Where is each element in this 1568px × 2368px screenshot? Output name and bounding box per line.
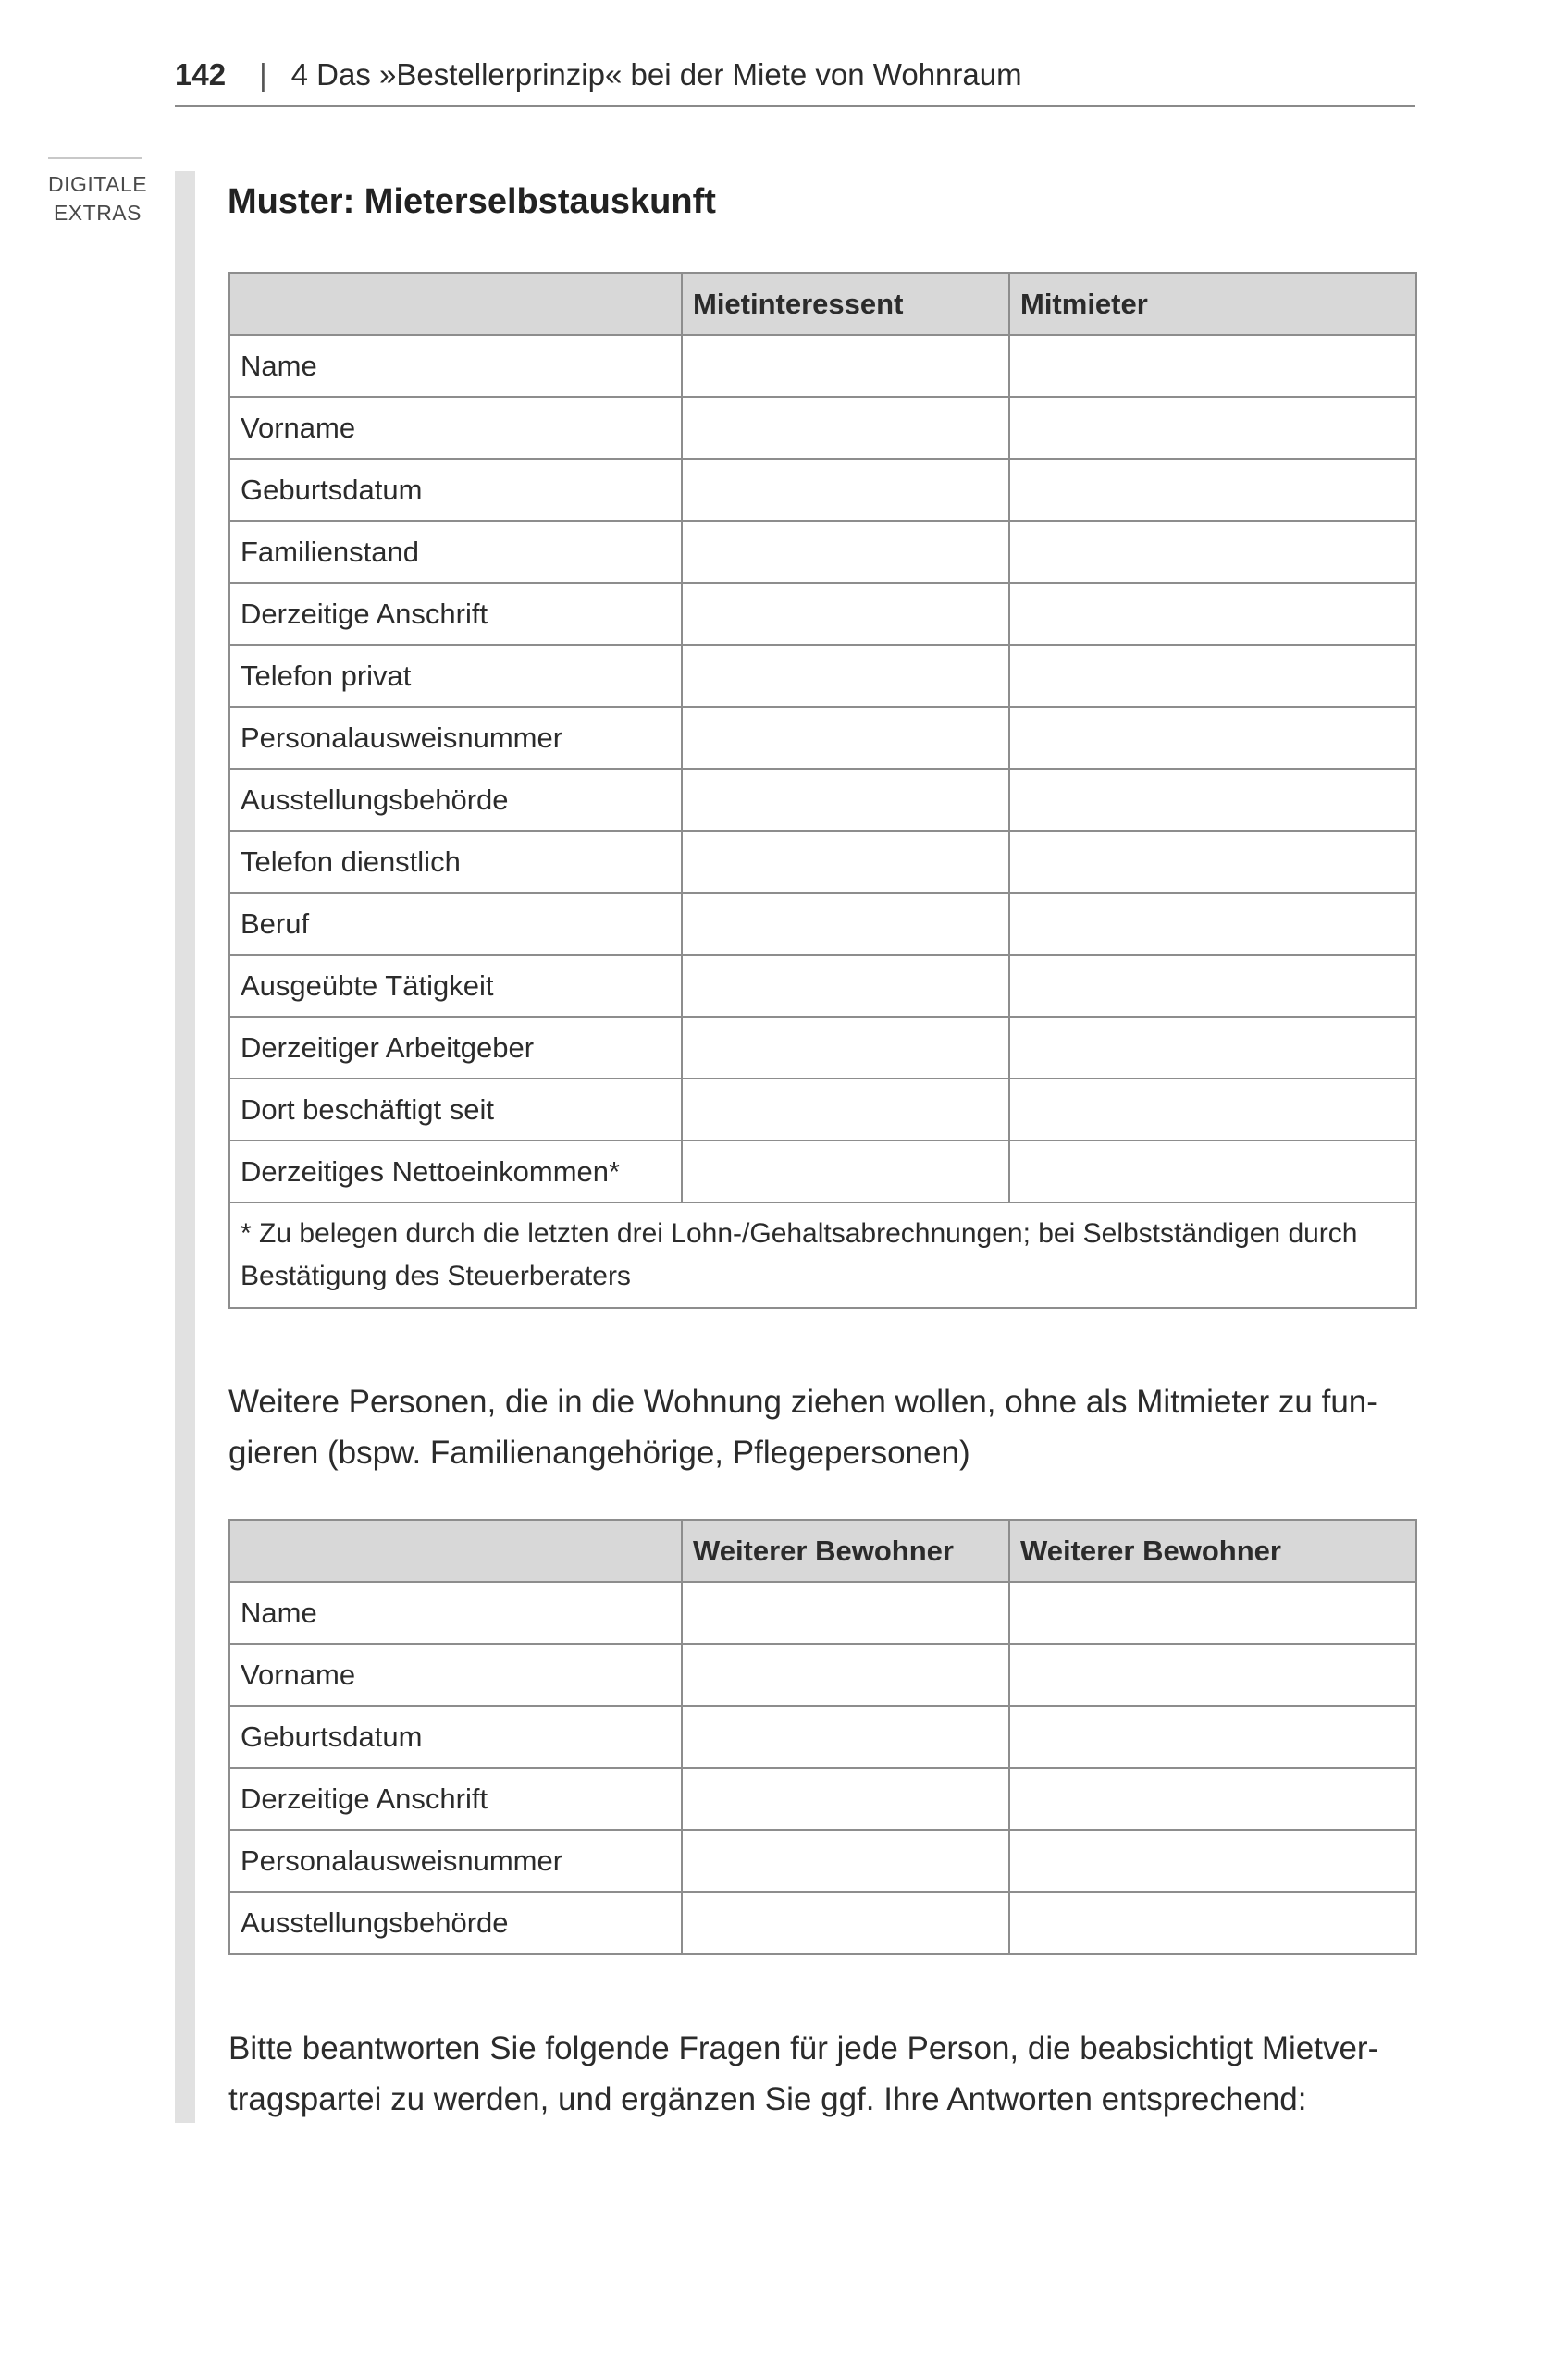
- table-header-cell: Weiterer Bewohner: [1009, 1520, 1416, 1582]
- table-row: [229, 645, 1416, 707]
- row-label: Vorname: [229, 1644, 682, 1706]
- input-cell[interactable]: [682, 1079, 1009, 1141]
- digital-extras-label: [48, 157, 148, 228]
- row-label: Personalausweisnummer: [229, 707, 682, 769]
- table-row: [229, 583, 1416, 645]
- page-title: Muster: Mieterselbstauskunft: [228, 182, 716, 221]
- row-label: Name: [229, 335, 682, 397]
- input-cell[interactable]: [682, 955, 1009, 1017]
- table-row: [229, 1644, 1416, 1706]
- input-cell[interactable]: [1009, 1079, 1416, 1141]
- digital-extras-line1: DIGITALE: [48, 172, 148, 196]
- table-row: [229, 1892, 1416, 1954]
- input-cell[interactable]: [682, 1017, 1009, 1079]
- input-cell[interactable]: [1009, 1830, 1416, 1892]
- input-cell[interactable]: [682, 1892, 1009, 1954]
- row-label: Geburtsdatum: [229, 459, 682, 521]
- table-row: [229, 521, 1416, 583]
- table-header-cell: [229, 1520, 682, 1582]
- chapter-title: 4 Das »Bestellerprinzip« bei der Miete von Wohnraum: [290, 57, 1022, 92]
- table-row: [229, 707, 1416, 769]
- row-label: Vorname: [229, 397, 682, 459]
- input-cell[interactable]: [682, 1706, 1009, 1768]
- table-row: [229, 1706, 1416, 1768]
- input-cell[interactable]: [1009, 1768, 1416, 1830]
- input-cell[interactable]: [1009, 1582, 1416, 1644]
- table-row: [229, 1079, 1416, 1141]
- input-cell[interactable]: [1009, 893, 1416, 955]
- page-header: [175, 54, 1415, 107]
- table-row: [229, 397, 1416, 459]
- input-cell[interactable]: [1009, 521, 1416, 583]
- table-row: [229, 1017, 1416, 1079]
- input-cell[interactable]: [682, 893, 1009, 955]
- input-cell[interactable]: [682, 335, 1009, 397]
- table-footnote: * Zu belegen durch die letzten drei Lohn-/Gehaltsabrechnungen; bei Selbstständigen durch Bestätigung des Steuerberaters: [229, 1202, 1416, 1308]
- additional-residents-table: [228, 1519, 1417, 1955]
- input-cell[interactable]: [1009, 1141, 1416, 1202]
- table-row: [229, 831, 1416, 893]
- table-row: [229, 335, 1416, 397]
- input-cell[interactable]: [1009, 1706, 1416, 1768]
- row-label: Name: [229, 1582, 682, 1644]
- input-cell[interactable]: [1009, 335, 1416, 397]
- input-cell[interactable]: [682, 397, 1009, 459]
- input-cell[interactable]: [1009, 1892, 1416, 1954]
- row-label: Derzeitiger Arbeitgeber: [229, 1017, 682, 1079]
- input-cell[interactable]: [1009, 397, 1416, 459]
- table-row: [229, 1582, 1416, 1644]
- table-row: [229, 459, 1416, 521]
- margin-bar: [175, 171, 195, 2123]
- input-cell[interactable]: [1009, 769, 1416, 831]
- row-label: Ausgeübte Tätigkeit: [229, 955, 682, 1017]
- table-row: [229, 1141, 1416, 1202]
- row-label: Geburtsdatum: [229, 1706, 682, 1768]
- row-label: Derzeitiges Nettoeinkommen*: [229, 1141, 682, 1202]
- table-header-cell: Mitmieter: [1009, 273, 1416, 335]
- input-cell[interactable]: [682, 707, 1009, 769]
- row-label: Ausstellungsbehörde: [229, 1892, 682, 1954]
- input-cell[interactable]: [1009, 1644, 1416, 1706]
- input-cell[interactable]: [682, 831, 1009, 893]
- input-cell[interactable]: [682, 1141, 1009, 1202]
- table-row: [229, 769, 1416, 831]
- additional-residents-text: Weitere Personen, die in die Wohnung ziehen wollen, ohne als Mitmieter zu fungieren (bspw. Familienangehörige, Pflegepersonen): [228, 1384, 1377, 1471]
- input-cell[interactable]: [682, 583, 1009, 645]
- input-cell[interactable]: [682, 1644, 1009, 1706]
- table-header-cell: Mietinteressent: [682, 273, 1009, 335]
- input-cell[interactable]: [1009, 831, 1416, 893]
- row-label: Telefon privat: [229, 645, 682, 707]
- tenant-info-table: [228, 272, 1417, 1309]
- page-number: 142: [175, 57, 227, 92]
- row-label: Dort beschäftigt seit: [229, 1079, 682, 1141]
- table-header-cell: Weiterer Bewohner: [682, 1520, 1009, 1582]
- table-row: [229, 893, 1416, 955]
- table-row: [229, 1830, 1416, 1892]
- table-row: [229, 955, 1416, 1017]
- input-cell[interactable]: [1009, 583, 1416, 645]
- input-cell[interactable]: [682, 459, 1009, 521]
- row-label: Telefon dienstlich: [229, 831, 682, 893]
- row-label: Derzeitige Anschrift: [229, 1768, 682, 1830]
- questions-intro-text: Bitte beantworten Sie folgende Fragen für jede Person, die beabsichtigt Mietvertragspartei zu werden, und ergänzen Sie ggf. Ihre Antworten entsprechend:: [228, 2030, 1379, 2117]
- input-cell[interactable]: [682, 645, 1009, 707]
- header-separator: |: [259, 57, 267, 92]
- row-label: Ausstellungsbehörde: [229, 769, 682, 831]
- input-cell[interactable]: [682, 1582, 1009, 1644]
- table-header-row: [229, 273, 1416, 335]
- input-cell[interactable]: [682, 521, 1009, 583]
- row-label: Beruf: [229, 893, 682, 955]
- digital-extras-line2: EXTRAS: [53, 201, 142, 225]
- table-row: [229, 1768, 1416, 1830]
- input-cell[interactable]: [682, 1830, 1009, 1892]
- input-cell[interactable]: [1009, 707, 1416, 769]
- row-label: Personalausweisnummer: [229, 1830, 682, 1892]
- input-cell[interactable]: [1009, 955, 1416, 1017]
- input-cell[interactable]: [682, 1768, 1009, 1830]
- input-cell[interactable]: [682, 769, 1009, 831]
- input-cell[interactable]: [1009, 459, 1416, 521]
- input-cell[interactable]: [1009, 1017, 1416, 1079]
- row-label: Familienstand: [229, 521, 682, 583]
- input-cell[interactable]: [1009, 645, 1416, 707]
- footnote-row: [229, 1202, 1416, 1308]
- table-header-row: [229, 1520, 1416, 1582]
- row-label: Derzeitige Anschrift: [229, 583, 682, 645]
- table-header-cell: [229, 273, 682, 335]
